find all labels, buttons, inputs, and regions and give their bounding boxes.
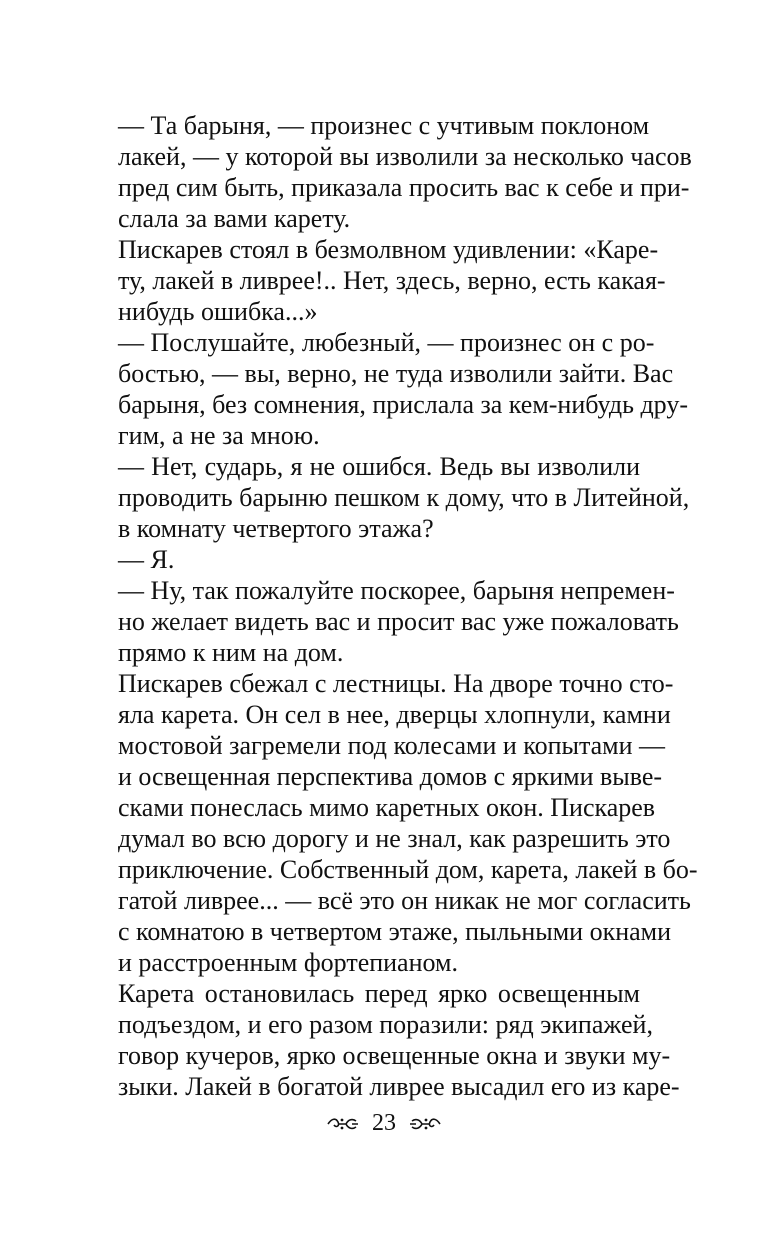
text-line: бостью, — вы, верно, не туда изволили зайти. Вас: [118, 359, 674, 388]
text-line: — Та барыня, — произнес с учтивым поклоном: [118, 111, 650, 140]
text-line: слала за вами карету.: [118, 204, 351, 233]
text-line: зыки. Лакей в богатой ливрее высадил его из каре-: [118, 1072, 680, 1101]
text-line: — Послушайте, любезный, — произнес он с ро-: [118, 328, 655, 357]
text-line: лакей, — у которой вы изволили за несколько часов: [118, 142, 692, 171]
text-line: с комнатою в четвертом этаже, пыльными окнами: [118, 917, 672, 946]
text-line: в комнату четвертого этажа?: [118, 514, 434, 543]
text-line: Пискарев сбежал с лестницы. На дворе точно сто-: [118, 669, 674, 698]
text-line: Пискарев стоял в безмолвном удивлении: «Каре-: [118, 235, 659, 264]
text-line: гим, а не за мною.: [118, 421, 320, 450]
page-number: 23: [372, 1110, 396, 1136]
text-line: подъездом, и его разом поразили: ряд экипажей,: [118, 1010, 653, 1039]
text-line: нибудь ошибка...»: [118, 297, 318, 326]
text-line: и освещенная перспектива домов с яркими выве-: [118, 762, 663, 791]
text-line: прямо к ним на дом.: [118, 638, 344, 667]
text-line: мостовой загремели под колесами и копытами —: [118, 731, 666, 760]
text-line: Карета остановилась перед ярко освещенным: [118, 979, 640, 1008]
text-line: ту, лакей в ливрее!.. Нет, здесь, верно, есть какая-: [118, 266, 666, 295]
right-ornament-icon: [408, 1114, 442, 1134]
left-ornament-icon: [326, 1114, 360, 1134]
text-line: — Ну, так пожалуйте поскорее, барыня непремен-: [118, 576, 675, 605]
page-footer: [0, 1110, 768, 1137]
text-line: приключение. Собственный дом, карета, лакей в бо-: [118, 855, 698, 884]
text-line: — Я.: [118, 545, 175, 574]
text-line: сками понеслась мимо каретных окон. Пискарев: [118, 793, 656, 822]
text-line: барыня, без сомнения, прислала за кем-нибудь дру-: [118, 390, 688, 419]
text-line: и расстроенным фортепианом.: [118, 948, 458, 977]
text-line: говор кучеров, ярко освещенные окна и звуки му-: [118, 1041, 671, 1070]
text-line: думал во всю дорогу и не знал, как разрешить это: [118, 824, 671, 853]
page-text-block: [118, 110, 698, 1102]
text-line: — Нет, сударь, я не ошибся. Ведь вы изволили: [118, 452, 640, 481]
text-line: проводить барыню пешком к дому, что в Литейной,: [118, 483, 690, 512]
text-line: гатой ливрее... — всё это он никак не мог согласить: [118, 886, 691, 915]
text-line: пред сим быть, приказала просить вас к себе и при-: [118, 173, 690, 202]
text-line: но желает видеть вас и просит вас уже пожаловать: [118, 607, 679, 636]
text-line: яла карета. Он сел в нее, дверцы хлопнули, камни: [118, 700, 671, 729]
